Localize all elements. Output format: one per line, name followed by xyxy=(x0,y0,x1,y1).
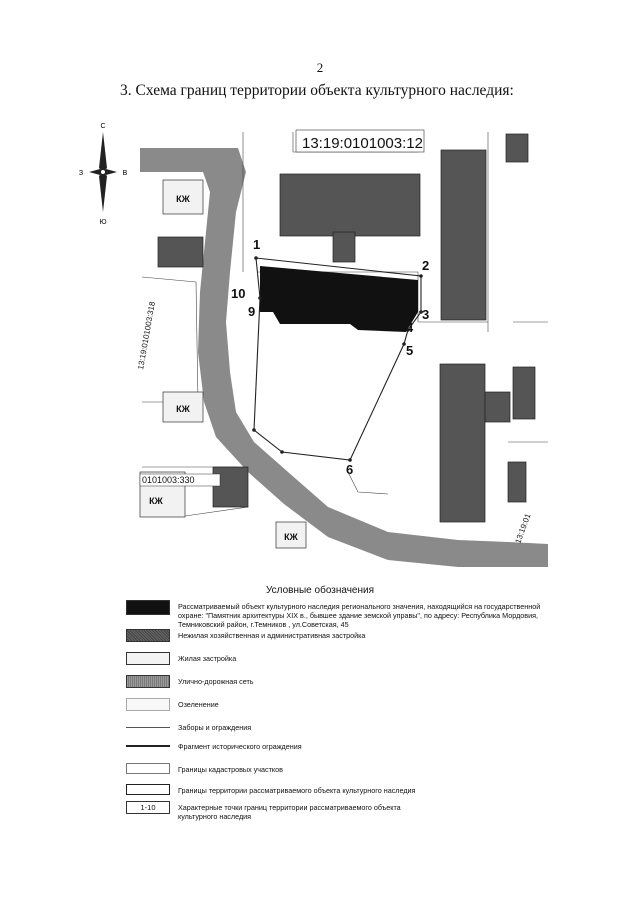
compass-north-label: С xyxy=(100,123,106,130)
legend-swatch-fence xyxy=(126,721,170,734)
legend-item-territory xyxy=(126,784,556,795)
building-label-kzh: КЖ xyxy=(176,404,190,414)
legend-item-green xyxy=(126,698,556,711)
building-label-kzh: КЖ xyxy=(284,532,298,542)
legend-label: Фрагмент исторического ограждения xyxy=(178,742,302,751)
compass-south-arrow xyxy=(99,172,107,212)
cadastral-label-330: 0101003:330 xyxy=(142,475,195,485)
boundary-point-label: 1 xyxy=(253,237,261,252)
legend-item-points xyxy=(126,801,556,821)
legend-item-historic-fence xyxy=(126,740,556,753)
boundary-point-label: 6 xyxy=(346,462,354,477)
legend-item-object xyxy=(126,600,556,629)
compass-rose xyxy=(79,123,128,226)
legend-label: Границы территории рассматриваемого объекта культурного наследия xyxy=(178,786,416,795)
legend-item-cadastral xyxy=(126,763,556,774)
legend-swatch-historic-fence xyxy=(126,740,170,753)
heritage-object xyxy=(260,266,418,332)
compass-west-label: З xyxy=(78,170,84,177)
boundary-point-label: 9 xyxy=(248,304,256,319)
page-number: 2 xyxy=(316,60,324,75)
legend-label: Озеленение xyxy=(178,700,219,709)
legend-label: Улично-дорожная сеть xyxy=(178,677,254,686)
legend-swatch-green xyxy=(126,698,170,711)
legend-swatch-residential xyxy=(126,652,170,665)
legend-item-nonres xyxy=(126,629,556,642)
building-label-kzh: КЖ xyxy=(149,496,163,506)
compass-center-icon xyxy=(101,170,106,175)
map-svg xyxy=(78,112,548,567)
compass-north-arrow xyxy=(99,132,107,172)
legend-label: Рассматриваемый объект культурного наследия регионального значения, находящийся на государственной охране: "Памятник архитектуры XIX в., бывшее здание земской управы", по адресу: Республика Мордовия, Темниковский район, г.Темников , ул.Советская, 45 xyxy=(178,602,541,629)
compass-east-label: В xyxy=(122,170,128,177)
legend-item-road xyxy=(126,675,556,688)
legend-swatch-cadastral xyxy=(126,763,170,774)
cadastral-label-main: 13:19:0101003:12 xyxy=(302,135,423,152)
legend-label: Характерные точки границ территории рассматриваемого объекта культурного наследия xyxy=(178,803,401,821)
boundary-point-label: 10 xyxy=(231,286,246,301)
legend-item-fence xyxy=(126,721,556,734)
cadastral-label-318: 13:19:0101003:318 xyxy=(136,300,157,371)
legend-label: Заборы и ограждения xyxy=(178,723,252,732)
legend-swatch-territory xyxy=(126,784,170,795)
compass-south-label: Ю xyxy=(99,219,107,226)
building-label-kzh: КЖ xyxy=(176,194,190,204)
section-title: 3. Схема границ территории объекта культурного наследия: xyxy=(120,82,514,99)
boundary-point-label: 4 xyxy=(406,320,414,335)
legend-item-residential xyxy=(126,652,556,665)
boundary-point-label: 2 xyxy=(422,258,430,273)
legend-label: Границы кадастровых участков xyxy=(178,765,283,774)
legend-label: Жилая застройка xyxy=(178,654,237,663)
legend-title: Условные обозначения xyxy=(265,585,375,596)
legend-swatch-road xyxy=(126,675,170,688)
legend-label: Нежилая хозяйственная и административная застройка xyxy=(178,631,366,640)
boundary-point-label: 3 xyxy=(422,307,430,322)
legend-swatch-points: 1-10 xyxy=(126,801,170,814)
boundary-map xyxy=(78,112,548,567)
cadastral-label-01: 13:19:01 xyxy=(513,512,533,545)
legend-swatch-object xyxy=(126,600,170,615)
legend-swatch-nonres xyxy=(126,629,170,642)
legend xyxy=(126,600,556,821)
boundary-point-label: 5 xyxy=(406,343,414,358)
